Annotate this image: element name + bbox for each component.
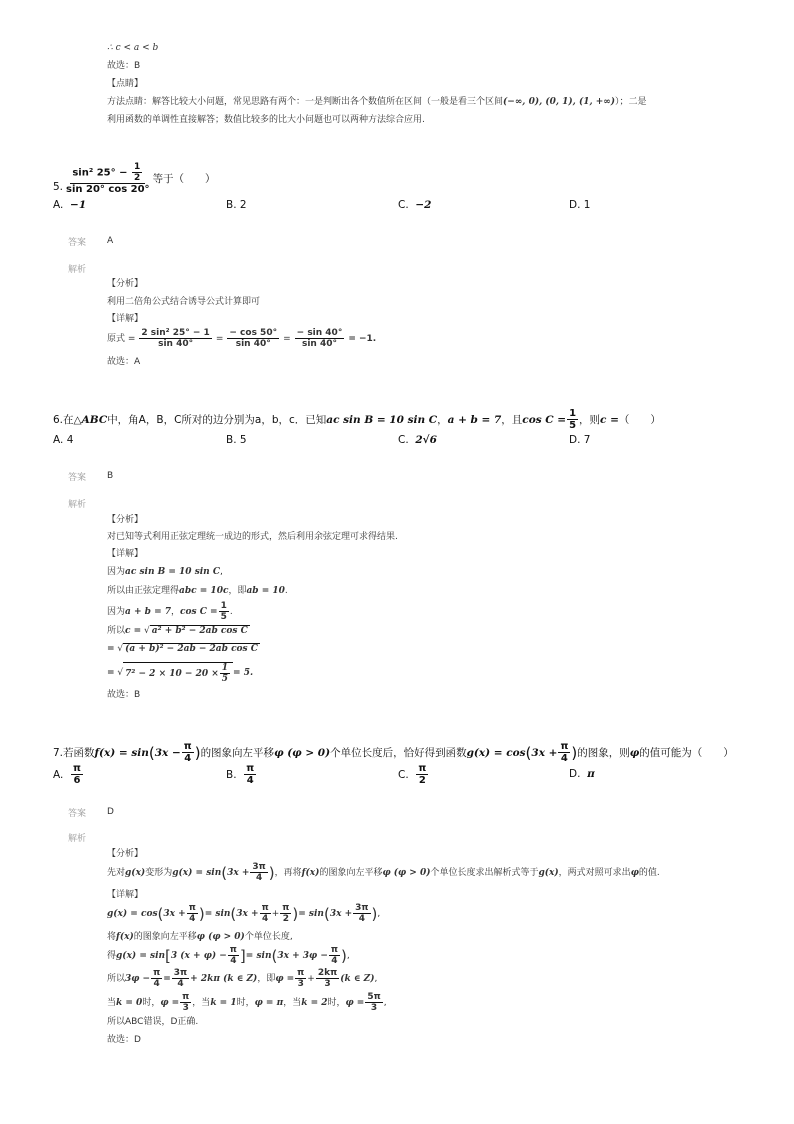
tip-line-2: 利用函数的单调性直接解答；数值比较多的比大小问题也可以两种方法综合应用. [107,115,425,125]
q6-xiangjie-tag: 【详解】 [107,549,144,559]
q7-step-4: 所以 3φ − $\frac{\pi}{4}$ = $\frac{3\pi}{4}$ + 2kπ (k ∈ Z) ，即 φ = $\frac{\pi}{3}$ + $\frac{2k\pi}{3}$ (k ∈ Z) , [107,968,378,989]
q7-f-def: f(x) = sin [94,746,149,759]
conclusion-line: ∴ c < a < b [107,43,159,53]
q5-option-b[interactable]: B. 2 [226,199,247,211]
q6-option-c[interactable]: C. 2√6 [398,434,437,446]
q5-fenxi: 利用二倍角公式结合诱导公式计算即可 [107,297,261,307]
q6-analysis-tag: 解析 [68,500,87,510]
q7-choose: 故选：D [107,1035,141,1045]
tip-tag: 【点睛】 [107,79,144,89]
q6-fenxi: 对已知等式利用正弦定理统一成边的形式，然后利用余弦定理可求得结果. [107,532,398,542]
q6-stem-a: 在△ [63,413,82,426]
q6-option-b[interactable]: B. 5 [226,434,247,446]
q5-stem-tail: 等于（ ） [152,172,216,185]
q5-stem [53,162,216,195]
q5-derivation: 原式 = $\frac{\text{2 sin² 25° − 1}}{\sin 40^\circ}$ = $\frac{- \cos 50^\circ}{\sin 40^\circ}$ = $\frac{- \sin 40^\circ}{\sin 40^\circ}$ = −1. [107,328,377,349]
q7-option-a[interactable]: A. $\frac{\pi}{6}$ [53,763,81,786]
q6-step-6: = √ 7² − 2 × 10 − 20 × $\frac{1}{5}$ = 5. [107,663,254,684]
q5-fraction-num: sin² 25° − $\frac{1}{2}$ [70,162,145,184]
q5-orig-label: 原式 = [107,333,136,344]
q6-stem-c: ， [437,413,448,426]
q6-stem [53,408,661,431]
q6-triangle: ABC [81,413,108,426]
q6-stem-b: 中，角A，B，C所对的边分别为a，b，c．已知 [107,413,327,426]
q5-answer-tag: 答案 [68,238,87,248]
tip-intervals: (−∞, 0), (0, 1), (1, +∞) [503,97,616,107]
q6-choose: 故选：B [107,690,141,700]
q6-number: 6. [53,413,64,426]
q7-step-6: 所以ABC错误，D正确. [107,1017,199,1027]
q7-stem-d: 的图象，则 [577,746,630,759]
q5-option-d[interactable]: D. 1 [569,199,591,211]
q6-option-d[interactable]: D. 7 [569,434,591,446]
q7-option-b[interactable]: B. $\frac{\pi}{4}$ [226,763,255,786]
tip-text-b: ）；二是 [615,97,647,107]
q5-option-c[interactable]: C. −2 [398,199,432,211]
q6-stem-tail: （ ） [618,413,661,426]
q7-fenxi-tag: 【分析】 [107,849,144,859]
q6-cond1: ac sin B = 10 sin C [326,413,438,426]
q5-fraction-den: sin 20° cos 20° [66,184,150,195]
q6-cond3-frac: $\frac{1}{5}$ [569,408,577,431]
q5-fraction [64,162,152,195]
q5-number: 5. [53,180,64,193]
q5-answer: A [107,236,114,246]
q7-answer: D [107,807,114,817]
q7-xiangjie-tag: 【详解】 [107,890,144,900]
q6-step-3: 因为 a + b = 7 ， cos C = $\frac{1}{5}$ . [107,601,233,622]
q5-analysis-tag: 解析 [68,265,87,275]
q7-answer-tag: 答案 [68,809,87,819]
q5-frac-1: $\frac{\text{2 sin² 25° − 1}}{\sin 40^\circ}$ [141,328,210,349]
q7-fenxi: 先对 g(x) 变形为 g(x) = sin ( 3x + $\frac{3\pi}{4}$ ) ，再将 f(x) 的图象向左平移 φ (φ > 0) 个单位长度求出解析式等于 g(x) ，两式对照可求出 φ 的值. [107,862,660,883]
q7-option-c[interactable]: C. $\frac{\pi}{2}$ [398,763,427,786]
q7-stem: 7. 若函数 f(x) = sin ( 3x − $\frac{\pi}{4}$ ) 的图象向左平移 φ (φ > 0) 个单位长度后，恰好得到函数 g(x) = cos ( 3x + $\frac{\pi}{4}$ ) 的图象，则 φ 的值可能为（ ） [53,741,734,764]
q7-stem-e: 的值可能为（ ） [639,746,734,759]
q7-option-d[interactable]: D. π [569,768,595,780]
q5-result: = −1. [348,333,377,344]
q7-analysis-tag: 解析 [68,834,87,844]
q5-frac-3: $\frac{- \sin 40^\circ}{\sin 40^\circ}$ [296,328,343,349]
q6-stem-d: ，且 [501,413,523,426]
q6-step-5: = √ (a + b)² − 2ab − 2ab cos C [107,644,258,654]
q6-ask: c = [600,413,619,426]
q7-number: 7. [53,746,64,759]
q6-step-2: 所以由正弦定理得abc = 10c，即ab = 10. [107,586,288,596]
q6-cond2: a + b = 7 [447,413,502,426]
q6-cond3: cos C = [522,413,567,426]
answer-line: 故选：B [107,61,141,71]
q6-fenxi-tag: 【分析】 [107,515,144,525]
tip-text-a: 方法点睛：解答比较大小问题，常见思路有两个：一是判断出各个数值所在区间（一般是看三个区间 [107,97,504,107]
q6-stem-e: ，则 [579,413,601,426]
q7-step-2: 将f(x)的图象向左平移φ (φ > 0)个单位长度, [107,932,293,942]
q6-step-1: 因为ac sin B = 10 sin C, [107,567,223,577]
q7-stem-b: 的图象向左平移 [200,746,275,759]
q5-fenxi-tag: 【分析】 [107,279,144,289]
q5-frac-2: $\frac{- \cos 50^\circ}{\sin 40^\circ}$ [229,328,278,349]
q7-step-1: g(x) = cos ( 3x + $\frac{\pi}{4}$ ) = sin ( 3x + $\frac{\pi}{4}$ + $\frac{\pi}{2}$ ) = sin ( 3x + $\frac{3\pi}{4}$ ) , [107,903,381,924]
q5-choose: 故选：A [107,357,141,367]
q7-phi: φ (φ > 0) [274,746,331,759]
q6-option-a[interactable]: A. 4 [53,434,74,446]
q7-g-def: g(x) = cos [466,746,526,759]
q7-step-3: 得 g(x) = sin [ 3 (x + φ) − $\frac{\pi}{4}$ ] = sin ( 3x + 3φ − $\frac{\pi}{4}$ ) , [107,945,350,966]
q6-step-4: 所以c = √ a² + b² − 2ab cos C [107,626,248,636]
q7-stem-c: 个单位长度后，恰好得到函数 [330,746,467,759]
q6-answer-tag: 答案 [68,473,87,483]
tip-line-1 [107,96,647,108]
q7-stem-a: 若函数 [63,746,95,759]
q7-step-5: 当 k = 0 时， φ = $\frac{\pi}{3}$ ，当 k = 1 时， φ = π ，当 k = 2 时， φ = $\frac{5\pi}{3}$ , [107,992,387,1013]
q6-answer: B [107,471,114,481]
q5-option-a[interactable]: A. −1 [53,199,87,211]
q5-xiangjie-tag: 【详解】 [107,314,144,324]
